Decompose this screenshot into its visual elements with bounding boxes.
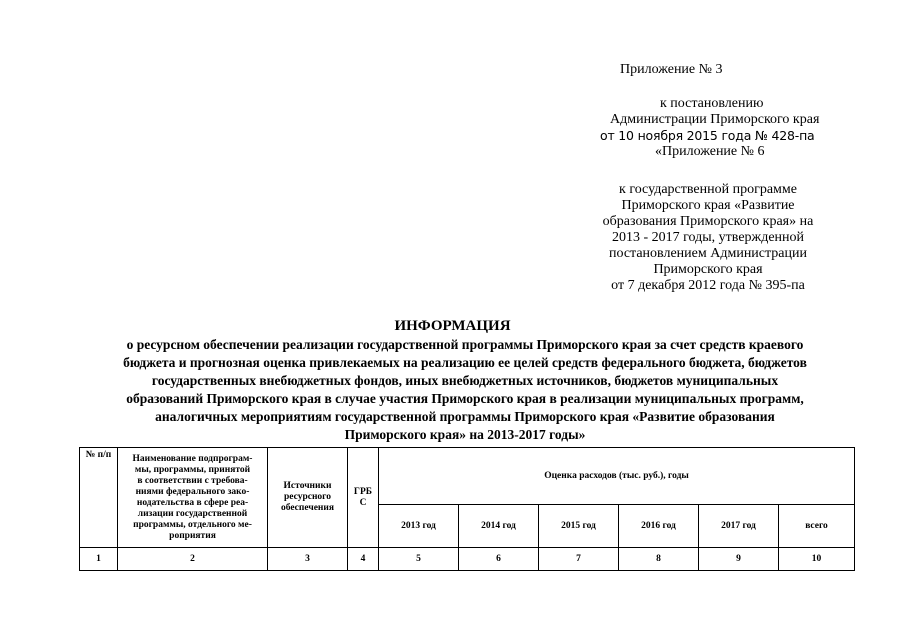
program-line-2: образования Приморского края» на xyxy=(602,214,814,229)
administration-text: Администрации Приморского края xyxy=(610,112,820,127)
resource-table xyxy=(79,447,855,571)
col-header-name: Наименование подпрограм- мы, программы, принятой в соответствии с требова- ниями федерального зако- нодательства в сфере реа- лизации государственной программы, отдельного ме- роприятия xyxy=(118,448,268,548)
subtitle-line: аналогичных мероприятиям государственной программы Приморского края «Развитие образования xyxy=(155,409,775,424)
subtitle-line: о ресурсном обеспечении реализации государственной программы Приморского края за счет средств краевого xyxy=(126,337,804,352)
program-line-1: Приморского края «Развитие xyxy=(621,198,795,213)
subtitle-line: образований Приморского края в случае участия Приморского края в реализации муниципальных программ, xyxy=(126,391,804,406)
year-header: 2016 год xyxy=(619,505,699,548)
subtitle-line: Приморского края» на 2013-2017 годы» xyxy=(344,427,586,442)
column-number: 4 xyxy=(348,548,379,571)
total-header: всего xyxy=(779,505,855,548)
date-stamp: от 10 ноября 2015 года № 428-па xyxy=(600,128,815,143)
col-header-grbs: ГРБ С xyxy=(348,448,379,548)
subtitle-line: государственных внебюджетных фондов, иных внебюджетных источников, бюджетов муниципальных xyxy=(151,373,779,388)
column-number: 8 xyxy=(619,548,699,571)
appendix-6-text: «Приложение № 6 xyxy=(655,144,765,159)
program-line-3: 2013 - 2017 годы, утвержденной xyxy=(611,230,805,245)
column-number: 5 xyxy=(379,548,459,571)
year-header: 2013 год xyxy=(379,505,459,548)
column-number: 3 xyxy=(268,548,348,571)
col-header-estimate: Оценка расходов (тыс. руб.), годы xyxy=(379,448,855,505)
col-header-sources: Источники ресурсного обеспечения xyxy=(268,448,348,548)
appendix-number: Приложение № 3 xyxy=(620,62,723,77)
year-header: 2015 год xyxy=(539,505,619,548)
appendix-header xyxy=(560,62,860,78)
column-number: 10 xyxy=(779,548,855,571)
document-title: ИНФОРМАЦИЯ xyxy=(394,318,511,334)
resolution-reference xyxy=(560,96,860,160)
year-header: 2014 год xyxy=(459,505,539,548)
to-resolution-text: к постановлению xyxy=(660,96,764,111)
to-program-text: к государственной программе xyxy=(619,182,797,197)
column-number: 9 xyxy=(699,548,779,571)
year-header: 2017 год xyxy=(699,505,779,548)
column-number: 2 xyxy=(118,548,268,571)
table-row xyxy=(80,548,855,571)
document-subtitle xyxy=(70,336,860,444)
table-header-row xyxy=(80,448,855,505)
subtitle-line: бюджета и прогнозная оценка привлекаемых на реализацию ее целей средств федерального бюджета, бюджетов xyxy=(123,355,807,370)
col-header-number: № п/п xyxy=(80,448,118,548)
column-number: 6 xyxy=(459,548,539,571)
program-line-5: Приморского края xyxy=(653,262,763,277)
program-line-4: постановлением Администрации xyxy=(609,246,807,261)
column-number: 1 xyxy=(80,548,118,571)
program-date: от 7 декабря 2012 года № 395-па xyxy=(611,278,805,293)
column-number: 7 xyxy=(539,548,619,571)
program-reference xyxy=(578,182,838,294)
